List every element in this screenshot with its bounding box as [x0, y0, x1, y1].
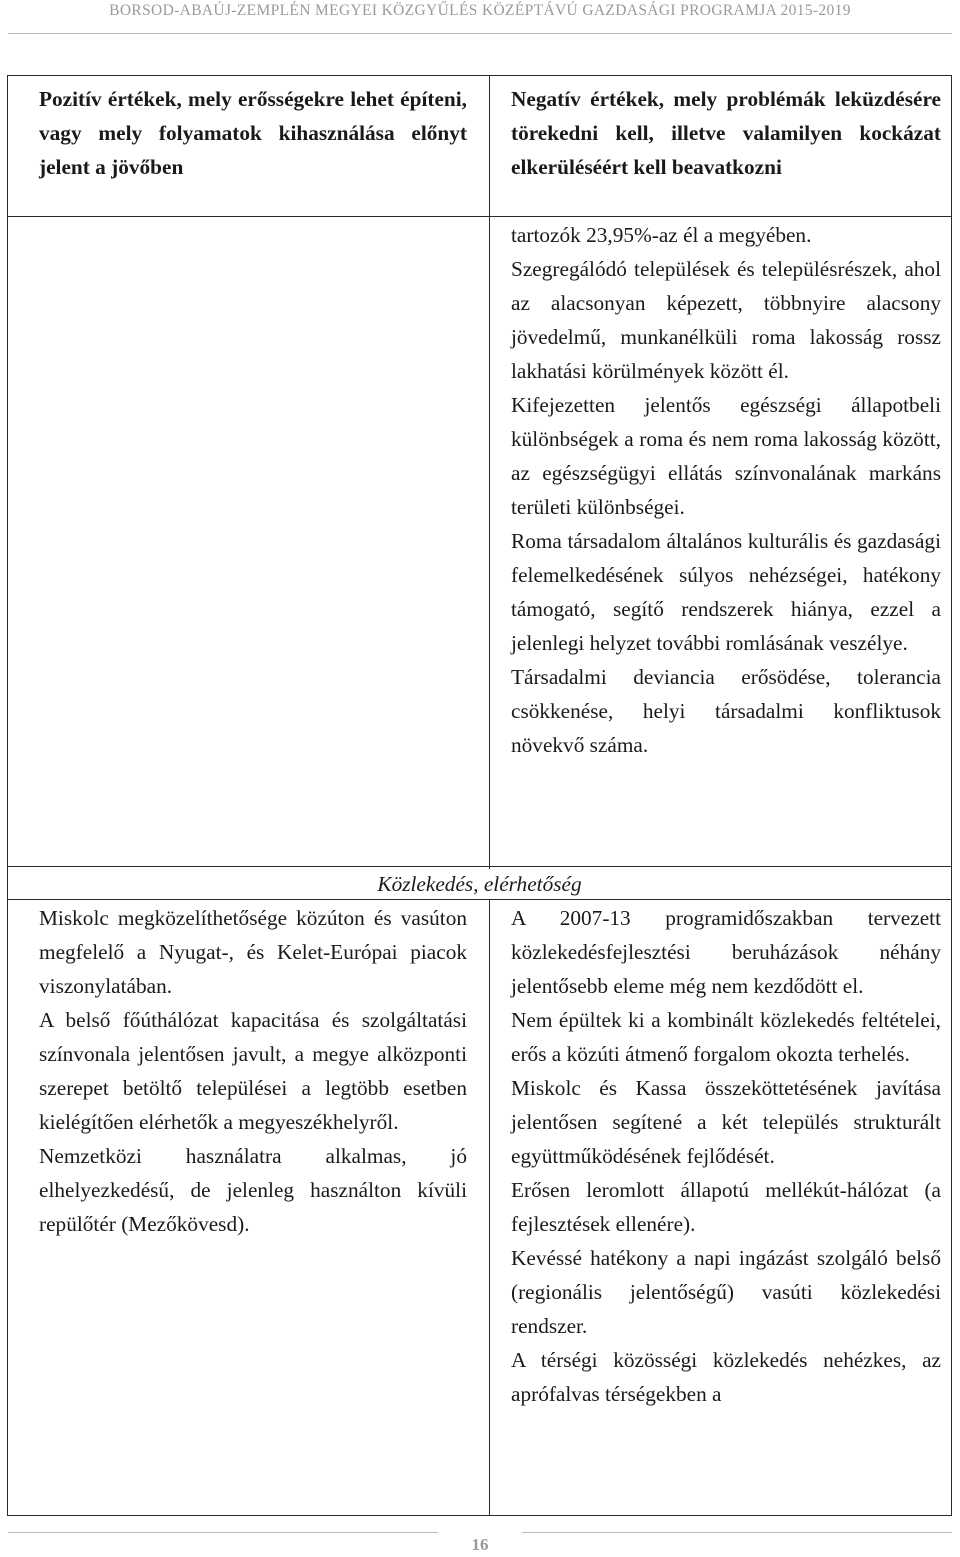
column-header-negative: Negatív értékek, mely problémák leküzdésére törekedni kell, illetve valamilyen kockázat elkerüléséért kell beavatkozni [511, 87, 941, 179]
footer-divider-left [8, 1532, 438, 1533]
strength-item: Nemzetközi használatra alkalmas, jó elhelyezkedésű, de jelenleg használton kívüli repülőtér (Mezőkövesd). [39, 1144, 467, 1236]
weakness-item: tartozók 23,95%-az él a megyében. [511, 223, 812, 247]
page-number: 16 [471, 1535, 489, 1554]
document-header: BORSOD-ABAÚJ-ZEMPLÉN MEGYEI KÖZGYŰLÉS KÖZÉPTÁVÚ GAZDASÁGI PROGRAMJA 2015-2019 [109, 2, 851, 19]
section-title-transport: Közlekedés, elérhetőség [377, 872, 582, 896]
strength-item: A belső főúthálózat kapacitása és szolgáltatási színvonala jelentősen javult, a megye alközponti szerepet betöltő települései a legtöbb esetben kielégítően elérhetők a megyeszékhelyről. [39, 1008, 467, 1134]
weakness-item: A térségi közösségi közlekedés nehézkes, az aprófalvas térségekben a [511, 1348, 941, 1406]
column-divider-bottom [489, 899, 490, 1515]
weakness-item: A 2007-13 programidőszakban tervezett közlekedésfejlesztési beruházások néhány jelentősebb eleme még nem kezdődött el. [511, 906, 941, 998]
weakness-item: Roma társadalom általános kulturális és gazdasági felemelkedésének súlyos nehézségei, hatékony támogató, segítő rendszerek hiánya, ezzel a jelenlegi helyzet további romlásának veszélye. [511, 529, 941, 655]
weakness-item: Miskolc és Kassa összeköttetésének javítása jelentősen segítené a két település strukturált együttműködésének fejlődését. [511, 1076, 941, 1168]
column-header-positive: Pozitív értékek, mely erősségekre lehet építeni, vagy mely folyamatok kihasználása előnyt jelent a jövőben [39, 87, 467, 179]
column-divider-top [489, 76, 490, 869]
weakness-item: Szegregálódó települések és településrészek, ahol az alacsonyan képezett, többnyire alacsony jövedelmű, munkanélküli roma lakosság rossz lakhatási körülmények között él. [511, 257, 941, 383]
swot-table [7, 75, 952, 1516]
transport-strengths-cell [39, 901, 467, 1241]
header-row-divider [8, 216, 951, 217]
weakness-item: Nem épültek ki a kombinált közlekedés feltételei, erős a közúti átmenő forgalom okozta terhelés. [511, 1008, 941, 1066]
weakness-item: Kevéssé hatékony a napi ingázást szolgáló belső (regionális jelentőségű) vasúti közlekedési rendszer. [511, 1246, 941, 1338]
weakness-item: Kifejezetten jelentős egészségi állapotbeli különbségek a roma és nem roma lakosság között, az egészségügyi ellátás színvonalának markáns területi különbségei. [511, 393, 941, 519]
weakness-item: Társadalmi deviancia erősödése, tolerancia csökkenése, helyi társadalmi konfliktusok növekvő száma. [511, 665, 941, 757]
strength-item: Miskolc megközelíthetősége közúton és vasúton megfelelő a Nyugat-, és Kelet-Európai piacok viszonylatában. [39, 906, 467, 998]
header-divider [8, 33, 952, 34]
social-weaknesses-cell [511, 218, 941, 762]
footer-divider-right [522, 1532, 952, 1533]
weakness-item: Erősen leromlott állapotú mellékút-hálózat (a fejlesztések ellenére). [511, 1178, 941, 1236]
transport-weaknesses-cell [511, 901, 941, 1411]
